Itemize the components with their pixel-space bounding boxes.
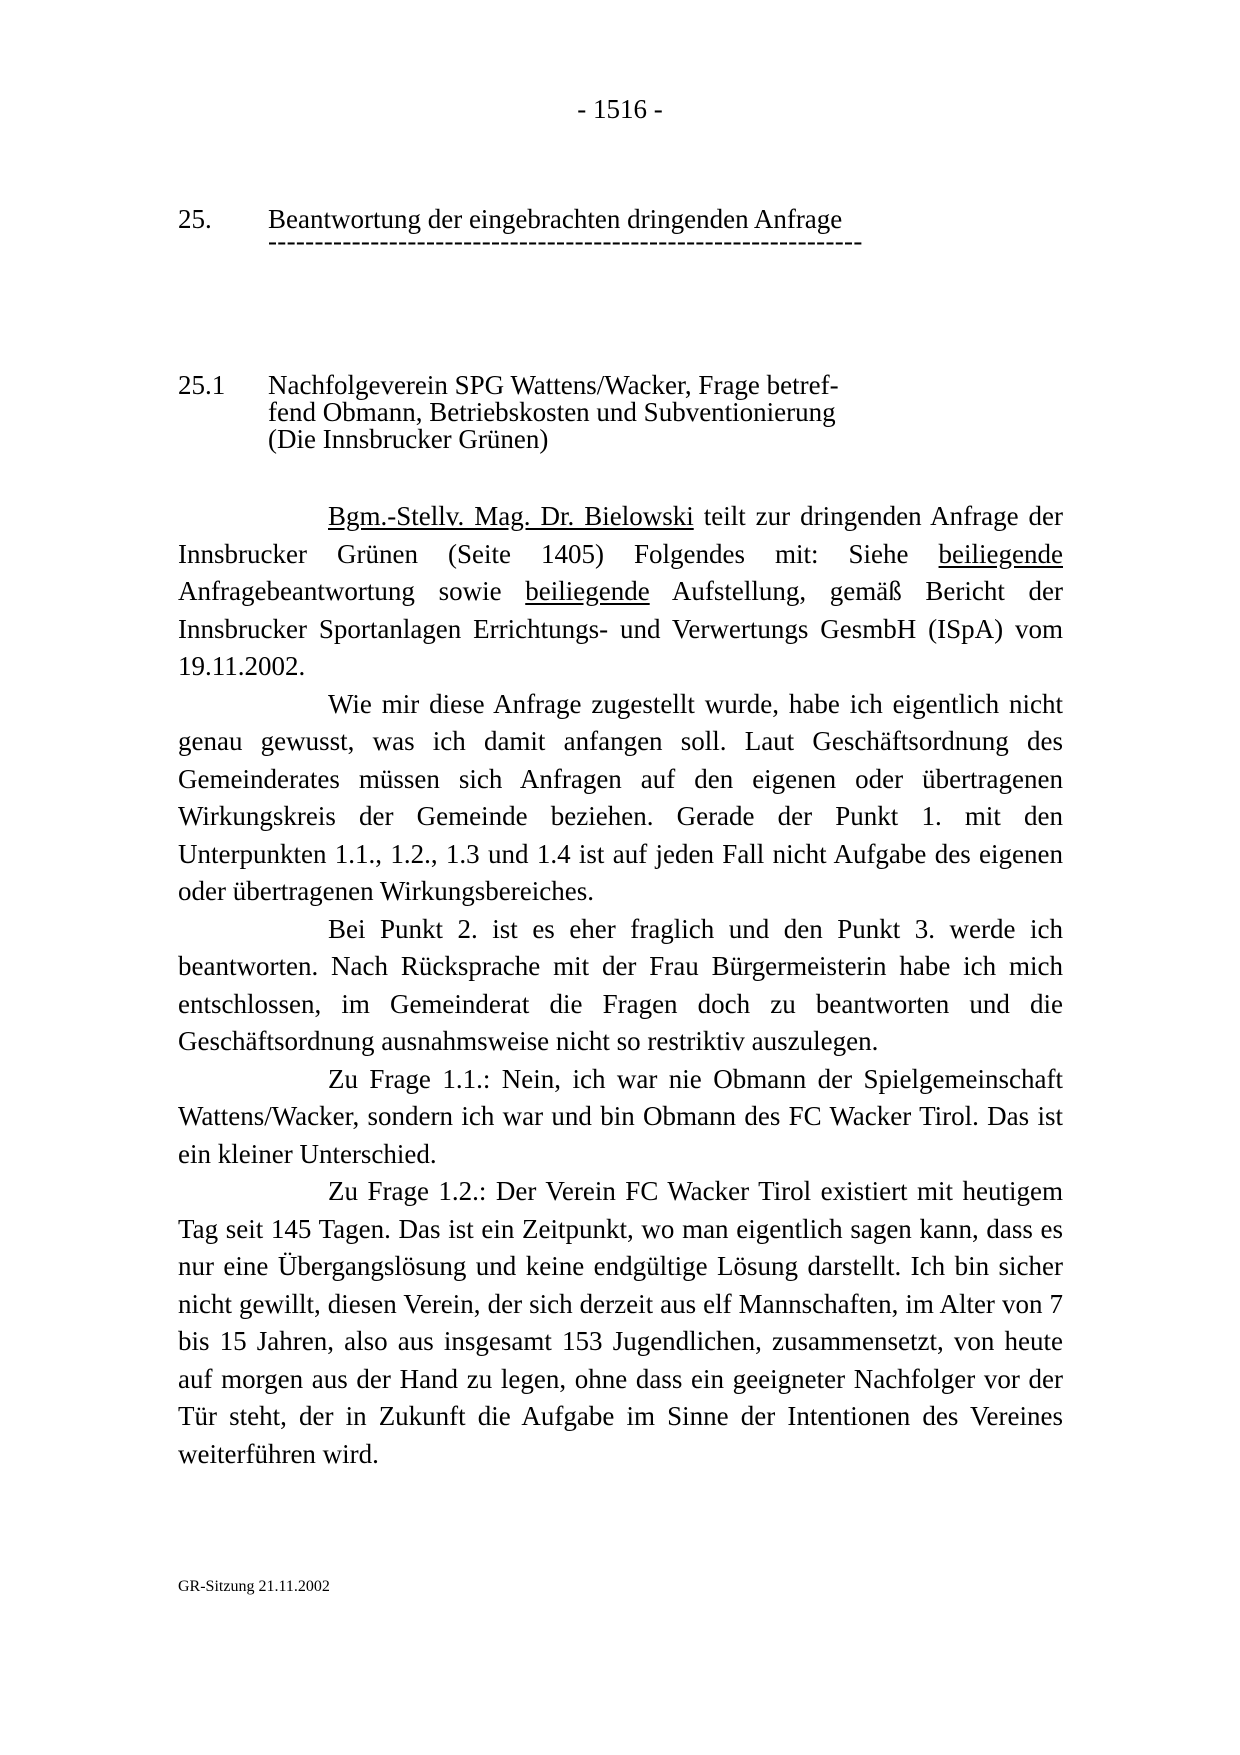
paragraph-text: Anfragebeantwortung sowie <box>178 576 526 606</box>
section-rule: ---------------------------------------------------------------- <box>268 226 863 256</box>
underlined-word: beiliegende <box>938 538 1063 569</box>
paragraph <box>178 498 1063 686</box>
section-title: Beantwortung der eingebrachten dringenden Anfrage <box>268 204 843 234</box>
paragraph: Zu Frage 1.1.: Nein, ich war nie Obmann der Spielgemeinschaft Wattens/Wacker, sondern ich war und bin Obmann des FC Wacker Tirol. Das ist ein kleiner Unterschied. <box>178 1063 1063 1169</box>
subsection-title-line: (Die Innsbrucker Grünen) <box>268 424 549 454</box>
speaker-name: Bgm.-Stellv. Mag. Dr. Bielowski <box>328 501 694 531</box>
paragraph: Wie mir diese Anfrage zugestellt wurde, habe ich eigentlich nicht genau gewusst, was ich damit anfangen soll. Laut Geschäftsordnung des Gemeinderates müssen sich Anfragen auf den eigenen oder übertragenen Wirkungskreis der Gemeinde beziehen. Gerade der Punkt 1. mit den Unterpunkten 1.1., 1.2., 1.3 und 1.4 ist auf jeden Fall nicht Aufgabe des eigenen oder übertragenen Wirkungsbereiches. <box>178 688 1063 906</box>
footer: GR-Sitzung 21.11.2002 <box>178 1578 330 1595</box>
paragraph-text: Aufstellung, gemäß Bericht der Innsbrucker Sportanlagen Errichtungs- und Verwertungs GesmbH (ISpA) vom 19.11.2002. <box>178 576 1063 681</box>
body-text <box>178 498 1063 1473</box>
section-number: 25. <box>178 204 212 234</box>
paragraph: Zu Frage 1.2.: Der Verein FC Wacker Tirol existiert mit heutigem Tag seit 145 Tagen. Das ist ein Zeitpunkt, wo man eigentlich sagen kann, dass es nur eine Übergangslösung und keine endgültige Lösung darstellt. Ich bin sicher nicht gewillt, diesen Verein, der sich derzeit aus elf Mannschaften, im Alter von 7 bis 15 Jahren, also aus insgesamt 153 Jugendlichen, zusammensetzt, von heute auf morgen aus der Hand zu legen, ohne dass ein geeigneter Nachfolger vor der Tür steht, der in Zukunft die Aufgabe im Sinne der Intentionen des Vereines weiterführen wird. <box>178 1176 1063 1469</box>
underlined-word: beiliegende <box>525 576 650 606</box>
paragraph: Bei Punkt 2. ist es eher fraglich und den Punkt 3. werde ich beantworten. Nach Rücksprache mit der Frau Bürgermeisterin habe ich mich entschlossen, im Gemeinderat die Fragen doch zu beantworten und die Geschäftsordnung ausnahmsweise nicht so restriktiv auszulegen. <box>178 913 1063 1056</box>
paragraph-text: teilt zur dringenden Anfrage der Innsbrucker Grünen (Seite 1405) Folgendes mit: Siehe <box>178 501 1064 569</box>
subsection-title-line: fend Obmann, Betriebskosten und Subventionierung <box>268 397 836 427</box>
subsection-title-line: Nachfolgeverein SPG Wattens/Wacker, Frage betref- <box>268 370 839 400</box>
page-number: - 1516 - <box>577 94 663 124</box>
subsection-title <box>268 372 839 453</box>
subsection-number: 25.1 <box>178 370 226 400</box>
